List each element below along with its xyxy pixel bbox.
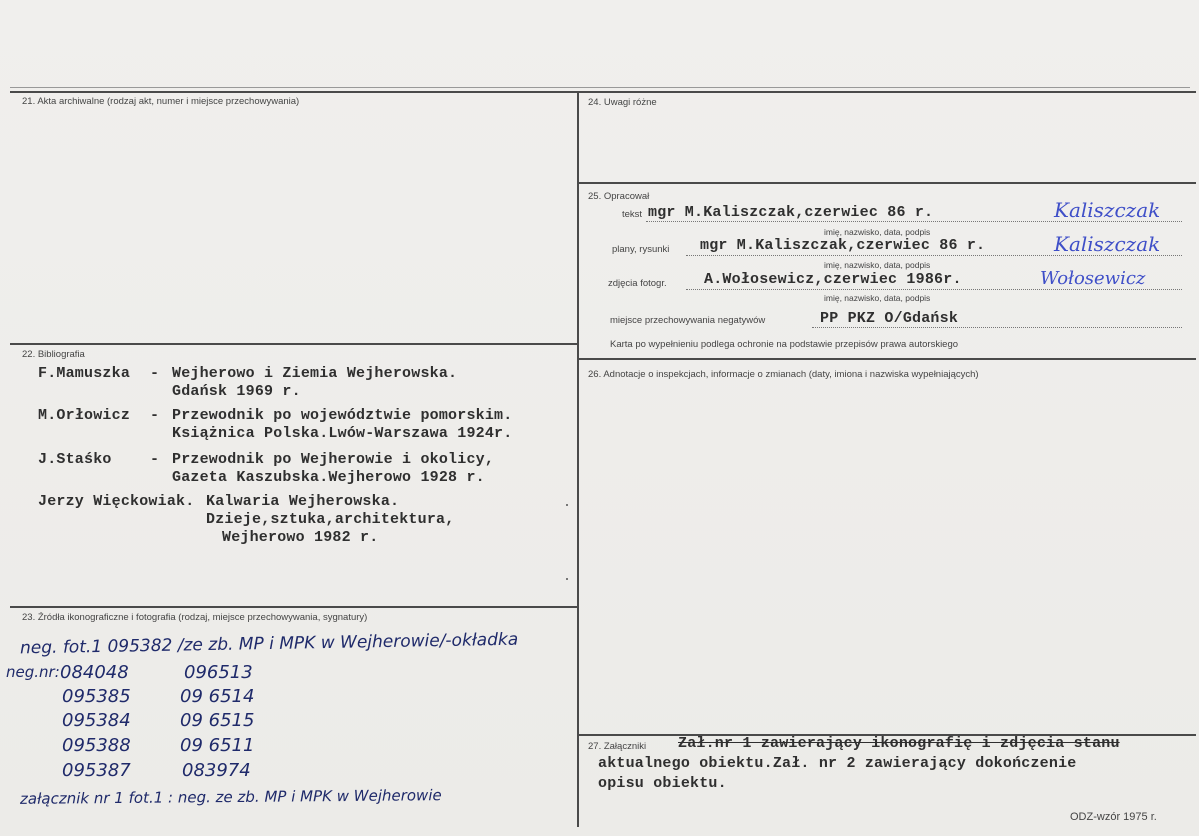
bib-line-3a: Przewodnik po Wejherowie i okolicy, — [172, 451, 495, 468]
negatives-label: miejsce przechowywania negatywów — [610, 315, 766, 326]
attachments-line-2: aktualnego obiektu.Zał. nr 2 zawierający dokończenie — [598, 755, 1077, 772]
iconography-line-1: neg. fot.1 095382 /ze zb. MP i MPK w Wejherowie/-okładka — [19, 629, 519, 659]
center-divider — [577, 91, 579, 827]
attachments-line-3: opisu obiektu. — [598, 775, 727, 792]
section-24-label: 24. Uwagi różne — [588, 97, 657, 108]
bib-line-4b: Dzieje,sztuka,architektura, — [206, 511, 455, 528]
bib-dash-1: - — [150, 365, 160, 382]
negatives-line — [812, 327, 1182, 328]
section-25-label: 25. Opracował — [588, 191, 650, 202]
row-plans-label: plany, rysunki — [612, 244, 670, 255]
bib-author-4: Jerzy Więckowiak. — [38, 493, 195, 510]
negative-col2-4: 09 6511 — [180, 735, 255, 756]
bib-author-2: M.Orłowicz — [38, 407, 131, 424]
row-photos-line — [686, 289, 1182, 290]
stray-mark-2 — [566, 578, 568, 580]
bib-line-2b: Książnica Polska.Lwów-Warszawa 1924r. — [172, 425, 513, 442]
row-plans-signature: Kaliszczak — [1054, 232, 1161, 256]
bib-line-2a: Przewodnik po województwie pomorskim. — [172, 407, 513, 424]
negative-col2-3: 09 6515 — [180, 710, 255, 731]
divider-21-22 — [10, 343, 577, 345]
top-rule — [10, 87, 1190, 88]
row-photos-value: A.Wołosewicz,czerwiec 1986r. — [704, 271, 962, 288]
row-text-value: mgr M.Kaliszczak,czerwiec 86 r. — [648, 204, 934, 221]
bib-line-4c: Wejherowo 1982 r. — [222, 529, 379, 546]
bib-line-1a: Wejherowo i Ziemia Wejherowska. — [172, 365, 458, 382]
negative-col2-1: 096513 — [184, 662, 253, 683]
negative-col1-5: 095387 — [62, 760, 131, 781]
top-border — [10, 91, 1196, 93]
negative-col1-4: 095388 — [62, 735, 131, 756]
negatives-value: PP PKZ O/Gdańsk — [820, 310, 959, 327]
section-22-label: 22. Bibliografia — [22, 349, 85, 360]
row-text-signature: Kaliszczak — [1054, 198, 1161, 222]
attachment-note: załącznik nr 1 fot.1 : neg. ze zb. MP i MPK w Wejherowie — [19, 786, 442, 808]
attachments-line-1: Zał.nr 1 zawierający ikonografię i zdjęcia stanu — [678, 735, 1120, 752]
stray-mark-1 — [566, 504, 568, 506]
negative-prefix: neg.nr: — [6, 663, 60, 681]
bib-author-3: J.Staśko — [38, 451, 112, 468]
copyright-note: Karta po wypełnieniu podlega ochronie na podstawie przepisów prawa autorskiego — [610, 339, 959, 350]
bib-line-1b: Gdańsk 1969 r. — [172, 383, 301, 400]
row-plans-sublabel: imię, nazwisko, data, podpis — [824, 260, 931, 270]
negative-col1-3: 095384 — [62, 710, 131, 731]
negative-col1-2: 095385 — [62, 686, 131, 707]
negative-col1-1: 084048 — [60, 662, 129, 683]
row-photos-sublabel: imię, nazwisko, data, podpis — [824, 293, 931, 303]
divider-22-23 — [10, 606, 577, 608]
bib-author-1: F.Mamuszka — [38, 365, 131, 382]
section-26-label: 26. Adnotacje o inspekcjach, informacje o zmianach (daty, imiona i nazwiska wypełniających) — [588, 369, 979, 380]
bib-dash-2: - — [150, 407, 160, 424]
divider-25-26 — [579, 358, 1196, 360]
bib-line-4a: Kalwaria Wejherowska. — [206, 493, 400, 510]
row-photos-signature: Wołosewicz — [1040, 268, 1146, 289]
row-photos-label: zdjęcia fotogr. — [608, 278, 667, 289]
negative-col2-5: 083974 — [182, 760, 251, 781]
section-21-label: 21. Akta archiwalne (rodzaj akt, numer i miejsce przechowywania) — [22, 96, 300, 107]
negative-col2-2: 09 6514 — [180, 686, 255, 707]
form-id: ODZ-wzór 1975 r. — [1070, 811, 1157, 823]
bib-line-3b: Gazeta Kaszubska.Wejherowo 1928 r. — [172, 469, 485, 486]
section-27-label: 27. Załączniki — [588, 741, 647, 752]
section-23-label: 23. Źródła ikonograficzne i fotografia (rodzaj, miejsce przechowywania, sygnatury) — [22, 612, 368, 623]
bib-dash-3: - — [150, 451, 160, 468]
divider-24-25 — [579, 182, 1196, 184]
row-plans-value: mgr M.Kaliszczak,czerwiec 86 r. — [700, 237, 986, 254]
row-text-label: tekst — [622, 209, 643, 220]
row-text-sublabel: imię, nazwisko, data, podpis — [824, 227, 931, 237]
